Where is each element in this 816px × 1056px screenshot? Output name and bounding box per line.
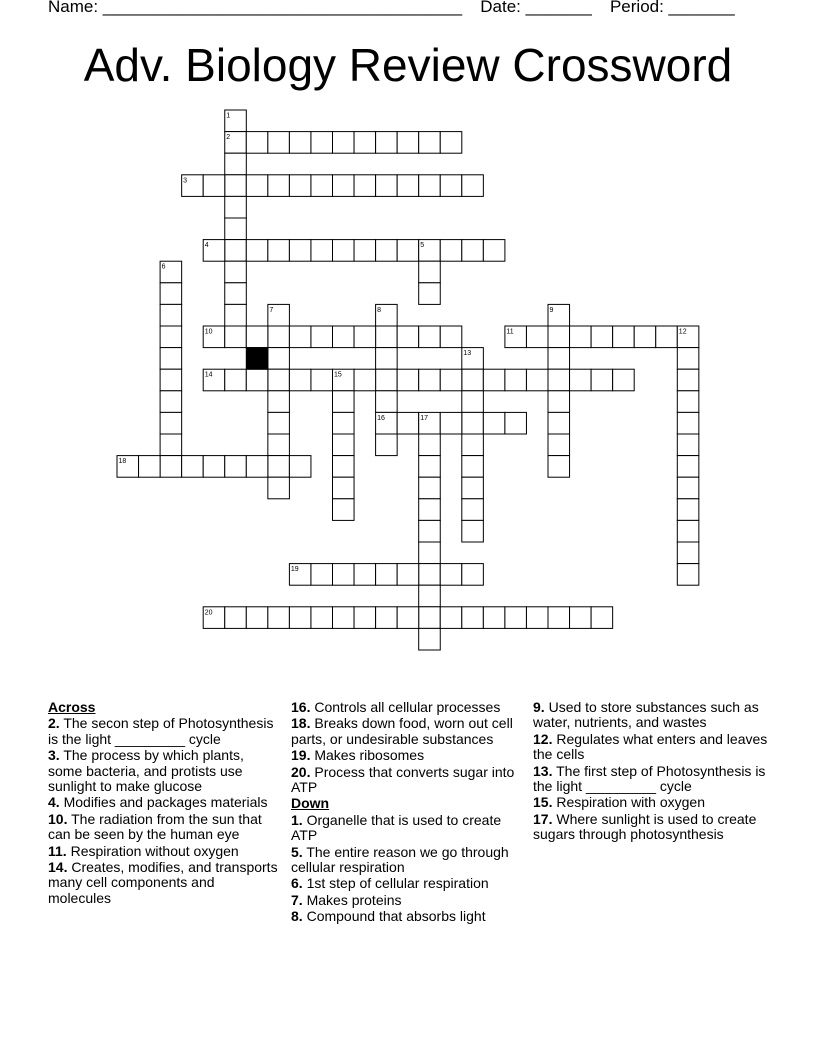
grid-cell[interactable]	[613, 326, 635, 348]
clue-text: Modifies and packages materials	[63, 794, 268, 811]
clue-number: 15.	[533, 794, 553, 811]
grid-cell[interactable]	[225, 326, 247, 348]
grid-cell[interactable]	[268, 369, 290, 391]
grid-cell[interactable]	[333, 391, 355, 413]
grid-cell[interactable]	[548, 391, 570, 413]
grid-cell[interactable]	[182, 456, 204, 478]
grid-cell[interactable]	[225, 218, 247, 240]
grid-cell[interactable]	[677, 456, 699, 478]
cell-number: 16	[377, 414, 385, 422]
grid-cell[interactable]	[376, 175, 398, 197]
cell-number: 8	[377, 306, 382, 314]
grid-cell[interactable]	[311, 564, 333, 586]
grid-cell[interactable]	[333, 607, 355, 629]
grid-cell[interactable]	[526, 369, 548, 391]
grid-cell[interactable]	[160, 369, 182, 391]
grid-cell[interactable]	[440, 175, 462, 197]
grid-cell[interactable]	[225, 153, 247, 175]
grid-cell[interactable]	[268, 412, 290, 434]
grid-cell[interactable]	[160, 348, 182, 370]
grid-cell[interactable]	[419, 261, 441, 283]
grid-cell[interactable]	[333, 456, 355, 478]
grid-cell[interactable]	[225, 196, 247, 218]
grid-cell[interactable]	[462, 520, 484, 542]
grid-cell[interactable]	[613, 369, 635, 391]
grid-cell[interactable]	[440, 564, 462, 586]
grid-cell[interactable]	[462, 456, 484, 478]
grid-cell[interactable]	[419, 326, 441, 348]
grid-cell[interactable]	[376, 326, 398, 348]
grid-cell[interactable]	[440, 240, 462, 262]
grid-cell[interactable]	[333, 175, 355, 197]
grid-cell[interactable]	[483, 412, 505, 434]
grid-cell[interactable]	[548, 412, 570, 434]
grid-cell[interactable]	[311, 175, 333, 197]
clue-number: 12.	[533, 730, 553, 747]
grid-cell[interactable]	[160, 456, 182, 478]
grid-cell[interactable]	[354, 369, 376, 391]
clue-text: The process by which plants, some bacteria, and protists use sunlight to make glucose	[48, 747, 244, 795]
grid-cell[interactable]	[462, 369, 484, 391]
grid-cell[interactable]	[376, 132, 398, 154]
grid-cell[interactable]	[397, 175, 419, 197]
grid-cell[interactable]	[397, 412, 419, 434]
grid-cell[interactable]	[570, 369, 592, 391]
grid-cell[interactable]	[311, 240, 333, 262]
grid-cell[interactable]	[268, 434, 290, 456]
grid-cell[interactable]	[526, 326, 548, 348]
grid-cell[interactable]	[483, 240, 505, 262]
grid-cell[interactable]	[160, 434, 182, 456]
clue-item	[48, 716, 278, 747]
grid-cell[interactable]	[268, 477, 290, 499]
clue-number: 3.	[48, 747, 60, 764]
clue-item	[291, 845, 516, 876]
grid-cell[interactable]	[419, 607, 441, 629]
down-clues-column-3	[533, 700, 768, 844]
grid-cell[interactable]	[354, 326, 376, 348]
clue-text: Regulates what enters and leaves the cells	[533, 730, 768, 763]
grid-cell[interactable]	[268, 240, 290, 262]
grid-cell[interactable]	[570, 607, 592, 629]
grid-cell[interactable]	[419, 564, 441, 586]
grid-cell[interactable]	[376, 369, 398, 391]
grid-cell[interactable]	[656, 326, 678, 348]
grid-cell[interactable]	[289, 175, 311, 197]
grid-cell[interactable]	[333, 240, 355, 262]
clue-item	[291, 716, 516, 747]
grid-cell[interactable]	[591, 607, 613, 629]
grid-cell[interactable]	[225, 369, 247, 391]
grid-cell[interactable]	[160, 326, 182, 348]
grid-cell[interactable]	[419, 132, 441, 154]
clue-number: 7.	[291, 891, 303, 908]
grid-cell[interactable]	[376, 391, 398, 413]
grid-cell[interactable]	[419, 628, 441, 650]
grid-cell[interactable]	[333, 326, 355, 348]
cell-number: 5	[420, 242, 425, 250]
date-field-label[interactable]: Date: _______	[480, 0, 592, 16]
grid-cell[interactable]	[548, 434, 570, 456]
cell-number: 1	[226, 112, 231, 120]
clue-number: 20.	[291, 763, 311, 780]
clue-number: 17.	[533, 810, 553, 827]
grid-cell[interactable]	[548, 456, 570, 478]
grid-cell[interactable]	[160, 304, 182, 326]
grid-cell[interactable]	[311, 607, 333, 629]
grid-cell[interactable]	[548, 369, 570, 391]
grid-cell[interactable]	[333, 434, 355, 456]
grid-cell[interactable]	[462, 412, 484, 434]
grid-cell[interactable]	[289, 456, 311, 478]
grid-cell[interactable]	[160, 283, 182, 305]
clue-item	[48, 748, 278, 794]
grid-cell[interactable]	[333, 132, 355, 154]
grid-cell[interactable]	[333, 412, 355, 434]
grid-cell[interactable]	[376, 564, 398, 586]
grid-cell[interactable]	[289, 132, 311, 154]
grid-cell[interactable]	[268, 456, 290, 478]
cell-number: 12	[678, 328, 687, 336]
grid-cell[interactable]	[311, 326, 333, 348]
grid-cell[interactable]	[397, 369, 419, 391]
grid-cell[interactable]	[397, 132, 419, 154]
across-clues-column-1	[48, 700, 278, 907]
clue-item	[48, 795, 278, 810]
clue-item	[291, 893, 516, 908]
grid-cell[interactable]	[246, 456, 268, 478]
grid-cell[interactable]	[677, 542, 699, 564]
grid-cell[interactable]	[462, 175, 484, 197]
grid-cell[interactable]	[419, 542, 441, 564]
grid-cell[interactable]	[548, 326, 570, 348]
clue-item	[533, 812, 768, 843]
clue-text: Makes proteins	[306, 891, 402, 908]
grid-cell[interactable]	[376, 434, 398, 456]
grid-cell[interactable]	[160, 391, 182, 413]
grid-cell[interactable]	[419, 477, 441, 499]
grid-cell[interactable]	[462, 499, 484, 521]
grid-cell[interactable]	[246, 240, 268, 262]
cell-number: 18	[118, 458, 127, 466]
grid-cell[interactable]	[268, 391, 290, 413]
grid-cell[interactable]	[311, 132, 333, 154]
clue-item	[48, 812, 278, 843]
grid-cell[interactable]	[419, 585, 441, 607]
grid-cell[interactable]	[397, 326, 419, 348]
grid-cell[interactable]	[440, 412, 462, 434]
clue-text: Respiration with oxygen	[556, 794, 705, 811]
grid-cell[interactable]	[483, 607, 505, 629]
clue-item	[533, 732, 768, 763]
cell-number: 20	[204, 609, 213, 617]
grid-cell[interactable]	[677, 564, 699, 586]
clue-item	[48, 844, 278, 859]
grid-cell[interactable]	[505, 412, 527, 434]
clue-text: The secon step of Photosynthesis is the light _________ cycle	[48, 715, 274, 747]
clue-item	[291, 748, 516, 763]
grid-cell[interactable]	[354, 175, 376, 197]
grid-cell[interactable]	[677, 369, 699, 391]
grid-cell[interactable]	[225, 261, 247, 283]
across-heading: Across	[48, 699, 96, 715]
clue-number: 1.	[291, 811, 303, 828]
grid-cell[interactable]	[462, 240, 484, 262]
period-field-label[interactable]: Period: _______	[609, 0, 735, 16]
grid-cell[interactable]	[570, 326, 592, 348]
grid-cell[interactable]	[203, 175, 225, 197]
clue-text: Compound that absorbs light	[306, 908, 486, 925]
grid-cell[interactable]	[268, 348, 290, 370]
clue-item	[291, 765, 516, 796]
clue-item	[533, 700, 768, 731]
grid-cell[interactable]	[677, 434, 699, 456]
clue-number: 13.	[533, 762, 553, 779]
clue-number: 5.	[291, 843, 303, 860]
clue-text: Creates, modifies, and transports many cell components and molecules	[48, 859, 278, 906]
grid-cell[interactable]	[462, 477, 484, 499]
grid-cell[interactable]	[548, 607, 570, 629]
grid-cell[interactable]	[268, 175, 290, 197]
grid-cell[interactable]	[419, 283, 441, 305]
clue-text: Breaks down food, worn out cell parts, or undesirable substances	[291, 715, 513, 747]
grid-cell[interactable]	[397, 240, 419, 262]
down-heading: Down	[291, 795, 330, 812]
grid-cell[interactable]	[333, 499, 355, 521]
cell-number: 19	[290, 566, 299, 574]
grid-cell[interactable]	[677, 499, 699, 521]
cell-number: 2	[226, 134, 231, 142]
clue-text: Respiration without oxygen	[70, 842, 239, 859]
grid-cell[interactable]	[548, 348, 570, 370]
cell-number: 3	[183, 177, 188, 185]
grid-cell[interactable]	[419, 520, 441, 542]
clue-number: 11.	[48, 842, 67, 859]
grid-cell[interactable]	[376, 348, 398, 370]
clue-item	[533, 795, 768, 810]
grid-cell[interactable]	[462, 434, 484, 456]
cell-number: 6	[161, 263, 166, 271]
clue-text: Used to store substances such as water, nutrients, and wastes	[533, 699, 759, 731]
grid-cell[interactable]	[483, 369, 505, 391]
black-cell	[246, 348, 268, 370]
clue-text: The entire reason we go through cellular respiration	[291, 843, 509, 876]
grid-cell[interactable]	[397, 607, 419, 629]
grid-cell[interactable]	[419, 369, 441, 391]
clue-number: 14.	[48, 859, 68, 876]
grid-cell[interactable]	[333, 477, 355, 499]
clue-number: 4.	[48, 794, 60, 811]
grid-cell[interactable]	[462, 564, 484, 586]
grid-cell[interactable]	[311, 369, 333, 391]
grid-cell[interactable]	[677, 348, 699, 370]
clue-text: The first step of Photosynthesis is the light _________ cycle	[533, 762, 766, 795]
clues-column-2	[291, 700, 516, 926]
grid-cell[interactable]	[397, 564, 419, 586]
name-field-label[interactable]: Name: ______________________________________	[48, 0, 463, 16]
grid-cell[interactable]	[268, 607, 290, 629]
grid-cell[interactable]	[591, 326, 613, 348]
grid-cell[interactable]	[246, 607, 268, 629]
grid-cell[interactable]	[289, 607, 311, 629]
grid-cell[interactable]	[419, 434, 441, 456]
clue-number: 2.	[48, 715, 60, 732]
grid-cell[interactable]	[462, 607, 484, 629]
clue-number: 6.	[291, 875, 303, 892]
clue-number: 8.	[291, 908, 303, 925]
grid-cell[interactable]	[225, 240, 247, 262]
clue-text: The radiation from the sun that can be seen by the human eye	[48, 810, 262, 843]
grid-cell[interactable]	[419, 499, 441, 521]
cell-number: 7	[269, 306, 274, 314]
cell-number: 4	[204, 242, 209, 250]
grid-cell[interactable]	[246, 132, 268, 154]
clue-item	[48, 860, 278, 906]
grid-cell[interactable]	[354, 132, 376, 154]
clue-text: 1st step of cellular respiration	[306, 875, 489, 892]
clue-number: 10.	[48, 810, 68, 827]
grid-cell[interactable]	[289, 240, 311, 262]
cell-number: 13	[463, 350, 472, 358]
clue-text: Makes ribosomes	[314, 747, 425, 764]
clue-text: Process that converts sugar into ATP	[291, 763, 515, 796]
grid-cell[interactable]	[376, 607, 398, 629]
cell-number: 15	[334, 371, 342, 379]
clue-item	[291, 876, 516, 891]
grid-cell[interactable]	[354, 607, 376, 629]
clue-text: Controls all cellular processes	[314, 699, 501, 715]
clue-number: 18.	[291, 715, 311, 732]
clue-item	[291, 909, 516, 924]
grid-cell[interactable]	[354, 240, 376, 262]
grid-cell[interactable]	[440, 607, 462, 629]
cell-number: 11	[506, 328, 514, 336]
grid-cell[interactable]	[526, 607, 548, 629]
cell-number: 10	[204, 328, 213, 336]
grid-cell[interactable]	[289, 369, 311, 391]
grid-cell[interactable]	[440, 369, 462, 391]
grid-cell[interactable]	[677, 391, 699, 413]
grid-cell[interactable]	[246, 326, 268, 348]
clue-item	[291, 813, 516, 844]
clue-number: 16.	[291, 699, 311, 715]
grid-cell[interactable]	[225, 175, 247, 197]
grid-cell[interactable]	[268, 326, 290, 348]
grid-cell[interactable]	[505, 607, 527, 629]
grid-cell[interactable]	[139, 456, 161, 478]
grid-cell[interactable]	[419, 175, 441, 197]
clue-text: Organelle that is used to create ATP	[291, 811, 502, 844]
grid-cell[interactable]	[203, 456, 225, 478]
clue-item	[533, 764, 768, 795]
grid-cell[interactable]	[376, 240, 398, 262]
grid-cell[interactable]	[505, 369, 527, 391]
grid-cell[interactable]	[677, 520, 699, 542]
grid-cell[interactable]	[268, 132, 290, 154]
grid-cell[interactable]	[246, 369, 268, 391]
page-title: Adv. Biology Review Crossword	[83, 39, 733, 91]
clue-item	[291, 700, 516, 715]
grid-cell[interactable]	[440, 326, 462, 348]
grid-cell[interactable]	[246, 175, 268, 197]
grid-cell[interactable]	[225, 304, 247, 326]
clue-text: Where sunlight is used to create sugars through photosynthesis	[533, 810, 757, 843]
grid-cell[interactable]	[440, 132, 462, 154]
grid-cell[interactable]	[419, 456, 441, 478]
grid-cell[interactable]	[634, 326, 656, 348]
grid-cell[interactable]	[462, 391, 484, 413]
grid-cell[interactable]	[677, 477, 699, 499]
clue-number: 19.	[291, 747, 311, 764]
cell-number: 17	[420, 414, 428, 422]
grid-cell[interactable]	[677, 412, 699, 434]
cell-number: 9	[549, 306, 554, 314]
grid-cell[interactable]	[160, 412, 182, 434]
grid-cell[interactable]	[333, 564, 355, 586]
grid-cell[interactable]	[591, 369, 613, 391]
grid-cell[interactable]	[354, 564, 376, 586]
grid-cell[interactable]	[225, 456, 247, 478]
grid-cell[interactable]	[225, 607, 247, 629]
clue-number: 9.	[533, 699, 545, 715]
grid-cell[interactable]	[289, 326, 311, 348]
grid-cell[interactable]	[225, 283, 247, 305]
cell-number: 14	[204, 371, 213, 379]
